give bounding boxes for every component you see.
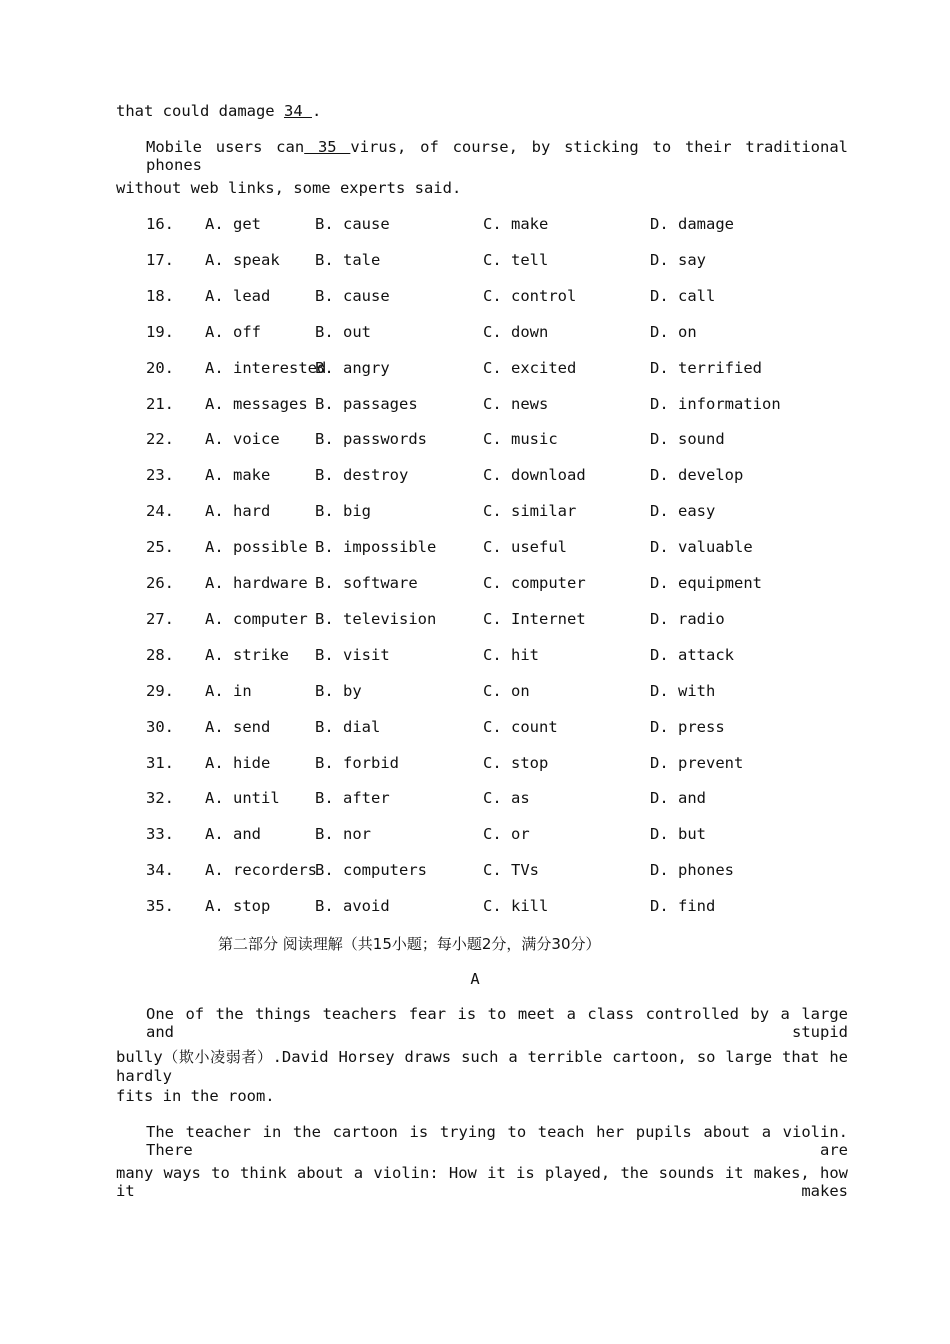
text-span: Mobile users can [146,138,305,156]
option-b: B. out [315,322,371,341]
option-a: A. computer [205,609,308,628]
option-a: A. stop [205,897,271,916]
option-a: A. recorders [205,861,317,880]
option-c: C. computer [483,574,586,592]
option-d: D. information [650,394,781,413]
question-number: 29. [146,681,174,700]
option-d: D. easy [650,502,716,521]
option-b: B. destroy [315,466,409,485]
passage-line: One of the things teachers fear is to meet a class controlled by a large and stupid [146,1005,848,1041]
option-d: D. phones [650,861,734,880]
question-row [146,430,866,452]
option-d: D. attack [650,645,734,664]
option-b: B. nor [315,825,371,844]
question-number: 25. [146,538,174,557]
option-d: D. equipment [650,574,762,592]
option-b: B. cause [315,286,390,305]
option-a: A. get [205,215,261,233]
option-c: C. stop [483,753,549,772]
question-row [146,215,866,237]
option-a: A. voice [205,430,280,449]
passage-line [116,1046,848,1085]
option-a: A. possible [205,538,308,557]
option-c: C. news [483,394,549,413]
option-d: D. with [650,681,716,700]
option-c: C. on [483,681,530,700]
option-a: A. messages [205,394,308,413]
question-row [146,825,866,847]
question-row [146,395,866,417]
question-row [146,251,866,273]
option-d: D. find [650,897,716,916]
question-row [146,287,866,309]
option-a: A. hide [205,753,271,772]
question-number: 27. [146,609,174,628]
question-row [146,789,866,811]
option-c: C. TVs [483,861,539,880]
option-b: B. avoid [315,897,390,916]
option-c: C. down [483,322,549,341]
option-c: C. control [483,286,577,305]
option-d: D. and [650,789,706,808]
option-c: C. or [483,825,530,844]
text-span: that could damage [116,102,284,120]
option-c: C. hit [483,645,539,664]
question-number: 34. [146,861,174,880]
question-number: 19. [146,322,174,341]
option-d: D. terrified [650,358,762,377]
question-row [146,754,866,776]
question-row [146,323,866,345]
option-a: A. until [205,789,280,808]
option-d: D. develop [650,466,744,485]
question-number: 35. [146,897,174,916]
option-b: B. after [315,789,390,808]
option-c: C. excited [483,358,577,377]
option-a: A. interested [205,358,327,377]
question-row [146,861,866,883]
passage-label: A [470,970,480,988]
option-c: C. music [483,430,558,449]
option-a: A. lead [205,286,271,305]
chinese-gloss: （欺小凌弱者） [162,1048,273,1066]
question-number: 26. [146,574,174,592]
option-b: B. computers [315,861,427,880]
option-c: C. as [483,789,530,808]
text-span: virus, of course, by sticking to their traditional phones [146,138,849,174]
option-a: A. in [205,681,252,700]
option-a: A. speak [205,250,280,269]
question-number: 16. [146,215,174,233]
option-c: C. useful [483,538,567,557]
option-c: C. count [483,717,558,736]
option-a: A. make [205,466,271,485]
option-c: C. download [483,466,586,485]
question-row [146,502,866,524]
option-d: D. prevent [650,753,744,772]
question-number: 17. [146,250,174,269]
option-b: B. passwords [315,430,427,449]
option-d: D. radio [650,609,725,628]
option-b: B. software [315,574,418,592]
question-row [146,646,866,668]
option-d: D. press [650,717,725,736]
question-number: 20. [146,358,174,377]
passage-line: The teacher in the cartoon is trying to teach her pupils about a violin. There are [146,1123,848,1159]
option-a: A. hard [205,502,271,521]
question-row [146,466,866,488]
option-d: D. call [650,286,716,305]
question-row [146,574,866,596]
question-number: 32. [146,789,174,808]
question-number: 33. [146,825,174,844]
option-d: D. say [650,250,706,269]
question-number: 18. [146,286,174,305]
option-c: C. make [483,215,549,233]
blank-34: 34 [283,102,312,120]
question-number: 28. [146,645,174,664]
passage-line [146,138,848,174]
passage-line [116,102,848,120]
text-span: .David Horsey draws such a terrible cartoon, so large that he hardly [116,1048,848,1085]
option-b: B. visit [315,645,390,664]
option-c: C. Internet [483,609,586,628]
blank-35: 35 [304,138,351,156]
option-c: C. tell [483,250,549,269]
option-d: D. sound [650,430,725,449]
option-b: B. impossible [315,538,437,557]
option-b: B. cause [315,215,390,233]
option-b: B. television [315,609,437,628]
option-d: D. valuable [650,538,753,557]
option-a: A. off [205,322,261,341]
option-d: D. on [650,322,697,341]
question-row [146,359,866,381]
question-number: 30. [146,717,174,736]
question-row [146,682,866,704]
option-c: C. similar [483,502,577,521]
text-span: . [311,102,322,120]
option-b: B. angry [315,358,390,377]
option-a: A. hardware [205,574,308,592]
question-number: 21. [146,394,174,413]
passage-line: without web links, some experts said. [116,179,462,197]
option-d: D. but [650,825,706,844]
option-b: B. by [315,681,362,700]
question-number: 24. [146,502,174,521]
option-a: A. strike [205,645,289,664]
option-b: B. tale [315,250,381,269]
question-row [146,538,866,560]
text-span: bully [116,1048,163,1066]
option-b: B. big [315,502,371,521]
question-row [146,718,866,740]
option-c: C. kill [483,897,549,916]
passage-line: fits in the room. [116,1087,275,1105]
question-row [146,897,866,919]
question-number: 22. [146,430,174,449]
passage-line: many ways to think about a violin: How it is played, the sounds it makes, how it makes [116,1164,848,1200]
option-b: B. dial [315,717,381,736]
section-title: 第二部分 阅读理解（共15小题；每小题2分，满分30分） [218,935,601,953]
option-d: D. damage [650,215,734,233]
option-a: A. send [205,717,271,736]
question-number: 23. [146,466,174,485]
option-b: B. passages [315,394,418,413]
question-number: 31. [146,753,174,772]
option-a: A. and [205,825,261,844]
option-b: B. forbid [315,753,399,772]
question-row [146,610,866,632]
